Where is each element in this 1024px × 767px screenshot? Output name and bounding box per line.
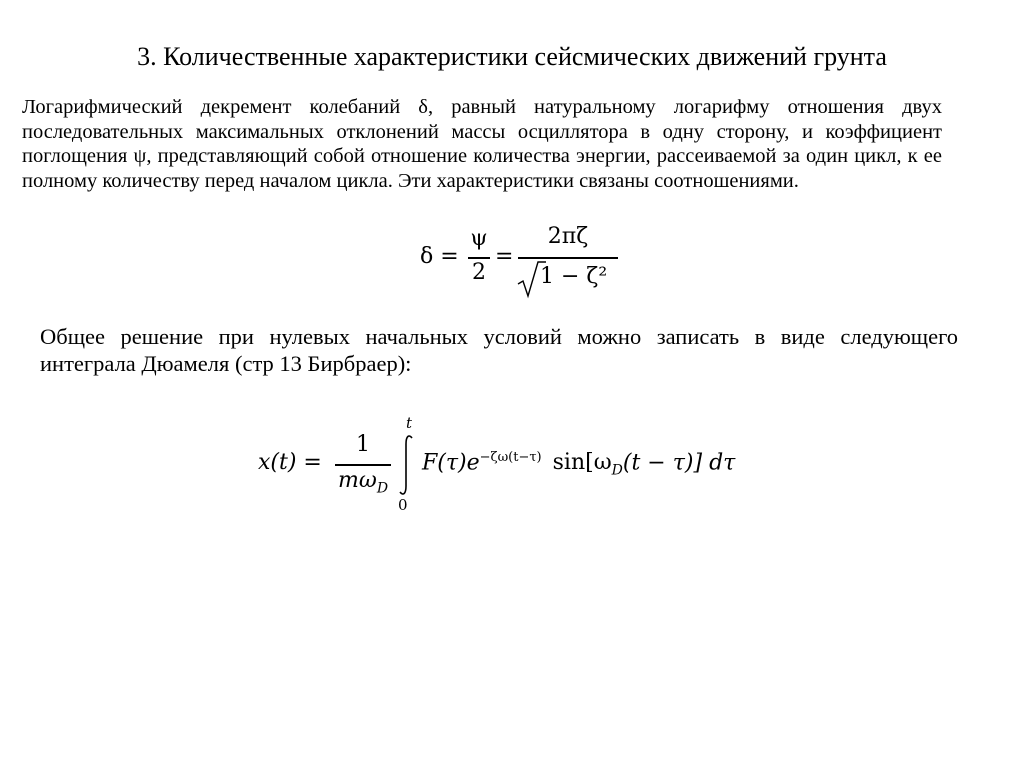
formula1-frac1-num: ψ (470, 226, 488, 251)
formula1-frac2-num: 2πζ (547, 224, 589, 249)
formula1-frac2-bar (518, 257, 618, 259)
formula1-eq2: = (495, 244, 514, 269)
paragraph-decrement: Логарифмический декремент колебаний δ, равный натуральному логарифму отношения двух последовательных максимальных отклонений массы осциллятора в одну сторону, и коэффициент поглощения ψ, представляющий собой отношение количества энергии, рассеиваемой за один цикл, к ее полному количеству перед началом цикла. Эти характеристики связаны соотношениями. (22, 96, 942, 192)
formula1-frac1-bar (468, 257, 490, 259)
formula1-frac1-den: 2 (472, 260, 486, 285)
paragraph-duhamel: Общее решение при нулевых начальных условий можно записать в виде следующего интеграла Дюамеля (стр 13 Бирбраер): (40, 324, 958, 376)
formula1-radicand: 1 − ζ² (540, 264, 608, 289)
formula2-coef-bar (335, 464, 391, 466)
slide-title: 3. Количественные характеристики сейсмических движений грунта (137, 42, 887, 71)
formula2-coef-num: 1 (356, 432, 370, 457)
formula-decrement (380, 222, 640, 302)
formula-duhamel (250, 412, 810, 512)
formula2-coef-den: $m\omega_D$ (338, 468, 389, 497)
formula2-integrand: $F(\tau)e^{-\zeta\omega(t-\tau)}$ $\sin[\omega_D(t - \tau)]$ dτ (422, 450, 736, 479)
formula1-lhs: δ = (420, 244, 459, 269)
formula2-lower-limit: 0 (398, 496, 408, 514)
formula2-upper-limit: t (406, 414, 413, 432)
formula2-lhs: x(t) = (258, 450, 322, 475)
integral-icon (396, 434, 416, 496)
